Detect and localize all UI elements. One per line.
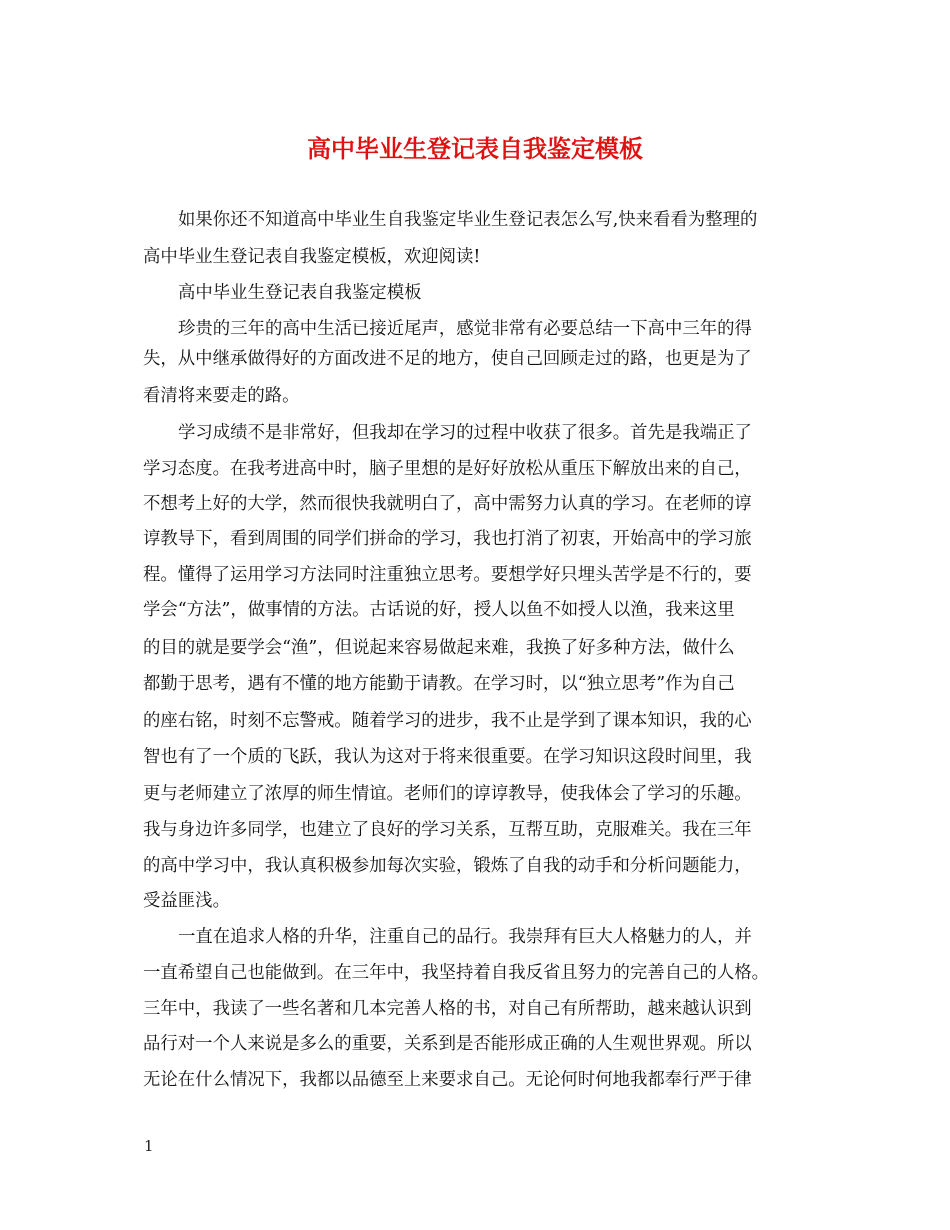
paragraph-line-13: 的目的就是要学会“渔”，但说起来容易做起来难，我换了好多种方法，做什么 <box>143 638 735 658</box>
paragraph-line-17: 更与老师建立了浓厚的师生情谊。老师们的谆谆教导，使我体会了学习的乐趣。 <box>143 784 752 804</box>
paragraph-line-11: 程。懂得了运用学习方法同时注重独立思考。要想学好只埋头苦学是不行的，要 <box>143 565 752 585</box>
paragraph-line-15: 的座右铭，时刻不忘警戒。随着学习的进步，我不止是学到了课本知识，我的心 <box>143 711 752 731</box>
paragraph-line-10: 谆教导下，看到周围的同学们拼命的学习，我也打消了初衷，开始高中的学习旅 <box>143 529 752 549</box>
paragraph-line-4: 珍贵的三年的高中生活已接近尾声，感觉非常有必要总结一下高中三年的得 <box>178 319 752 339</box>
paragraph-line-8: 学习态度。在我考进高中时，脑子里想的是好好放松从重压下解放出来的自己， <box>143 459 752 479</box>
paragraph-line-24: 品行对一个人来说是多么的重要，关系到是否能形成正确的人生观世界观。所以 <box>143 1034 752 1054</box>
paragraph-line-1: 如果你还不知道高中毕业生自我鉴定毕业生登记表怎么写,快来看看为整理的 <box>178 210 758 230</box>
paragraph-line-2: 高中毕业生登记表自我鉴定模板，欢迎阅读! <box>143 247 481 267</box>
paragraph-line-22: 一直希望自己也能做到。在三年中，我坚持着自我反省且努力的完善自己的人格。 <box>143 963 770 983</box>
paragraph-line-16: 智也有了一个质的飞跃，我认为这对于将来很重要。在学习知识这段时间里，我 <box>143 747 752 767</box>
paragraph-line-23: 三年中，我读了一些名著和几本完善人格的书，对自己有所帮助，越来越认识到 <box>143 999 752 1019</box>
paragraph-line-20: 受益匪浅。 <box>143 891 230 911</box>
paragraph-line-3: 高中毕业生登记表自我鉴定模板 <box>178 283 422 303</box>
paragraph-line-9: 不想考上好的大学，然而很快我就明白了，高中需努力认真的学习。在老师的谆 <box>143 494 752 514</box>
page-number: 1 <box>144 1137 154 1155</box>
paragraph-line-6: 看清将来要走的路。 <box>143 386 300 406</box>
paragraph-line-12: 学会“方法”，做事情的方法。古话说的好，授人以鱼不如授人以渔，我来这里 <box>143 600 735 620</box>
paragraph-line-18: 我与身边许多同学，也建立了良好的学习关系，互帮互助，克服难关。我在三年 <box>143 820 752 840</box>
document-title: 高中毕业生登记表自我鉴定模板 <box>307 134 643 163</box>
paragraph-line-14: 都勤于思考，遇有不懂的地方能勤于请教。在学习时，以“独立思考”作为自己 <box>143 674 735 694</box>
paragraph-line-25: 无论在什么情况下，我都以品德至上来要求自己。无论何时何地我都奉行严于律 <box>143 1070 752 1090</box>
paragraph-line-7: 学习成绩不是非常好，但我却在学习的过程中收获了很多。首先是我端正了 <box>178 423 752 443</box>
paragraph-line-19: 的高中学习中，我认真积极参加每次实验，锻炼了自我的动手和分析问题能力， <box>143 856 752 876</box>
paragraph-line-21: 一直在追求人格的升华，注重自己的品行。我崇拜有巨大人格魅力的人，并 <box>178 927 752 947</box>
paragraph-line-5: 失，从中继承做得好的方面改进不足的地方，使自己回顾走过的路，也更是为了 <box>143 349 752 369</box>
